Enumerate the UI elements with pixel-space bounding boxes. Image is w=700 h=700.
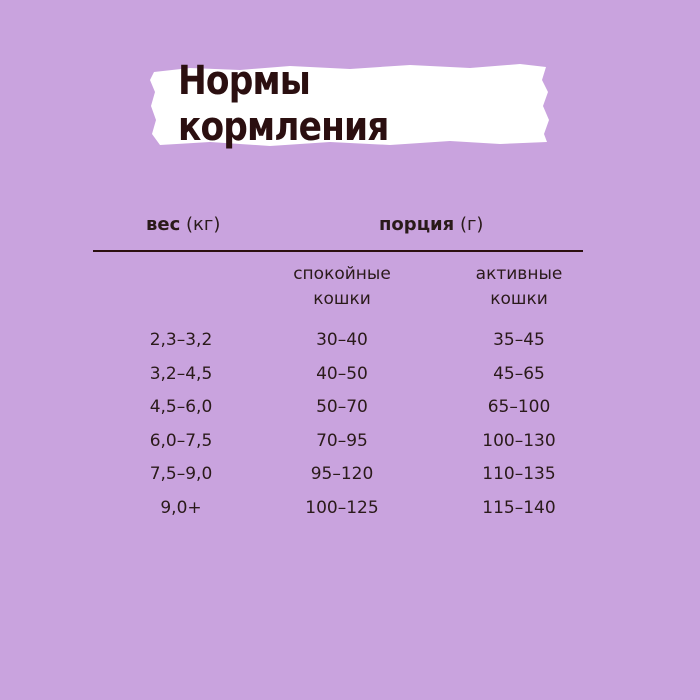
weight-cell: 2,3–3,2 [149, 330, 213, 350]
calm-portion-cell: 50–70 [316, 397, 368, 418]
active-line1: активные [475, 264, 563, 284]
calm-line2: кошки [313, 289, 371, 309]
active-portion-cell: 100–130 [482, 430, 556, 451]
calm-portion-cell: 95–120 [310, 464, 374, 485]
table-row [0, 460, 700, 494]
weight-cell: 3,2–4,5 [149, 363, 213, 384]
calm-portion-cell: 70–95 [316, 430, 368, 451]
active-line2: кошки [490, 289, 548, 309]
calm-cats-subheader [262, 262, 422, 312]
portion-column-header [379, 214, 483, 235]
weight-cell: 4,5–6,0 [149, 397, 213, 418]
feeding-table [0, 326, 700, 528]
active-portion-cell: 45–65 [493, 363, 545, 384]
portion-unit: (г) [459, 214, 484, 235]
portion-label: порция [379, 214, 455, 235]
header-divider [93, 250, 583, 252]
active-portion-cell: 110–135 [482, 464, 556, 485]
weight-cell: 9,0+ [160, 497, 202, 518]
active-cats-subheader [439, 262, 599, 312]
active-portion-cell: 65–100 [487, 397, 551, 418]
page-title: Нормы кормления [178, 58, 389, 150]
calm-portion-cell: 100–125 [305, 497, 379, 518]
table-row [0, 326, 700, 360]
weight-cell: 7,5–9,0 [149, 464, 213, 485]
active-portion-cell: 35–45 [493, 330, 545, 350]
table-row [0, 427, 700, 461]
weight-label: вес [146, 214, 181, 235]
table-row [0, 494, 700, 528]
title-banner [150, 58, 550, 150]
weight-column-header [146, 214, 220, 235]
table-row [0, 360, 700, 394]
calm-portion-cell: 30–40 [316, 330, 368, 350]
table-row [0, 393, 700, 427]
calm-line1: спокойные [293, 264, 391, 284]
active-portion-cell: 115–140 [482, 497, 556, 518]
calm-portion-cell: 40–50 [316, 363, 368, 384]
weight-unit: (кг) [186, 214, 221, 235]
weight-cell: 6,0–7,5 [149, 430, 213, 451]
